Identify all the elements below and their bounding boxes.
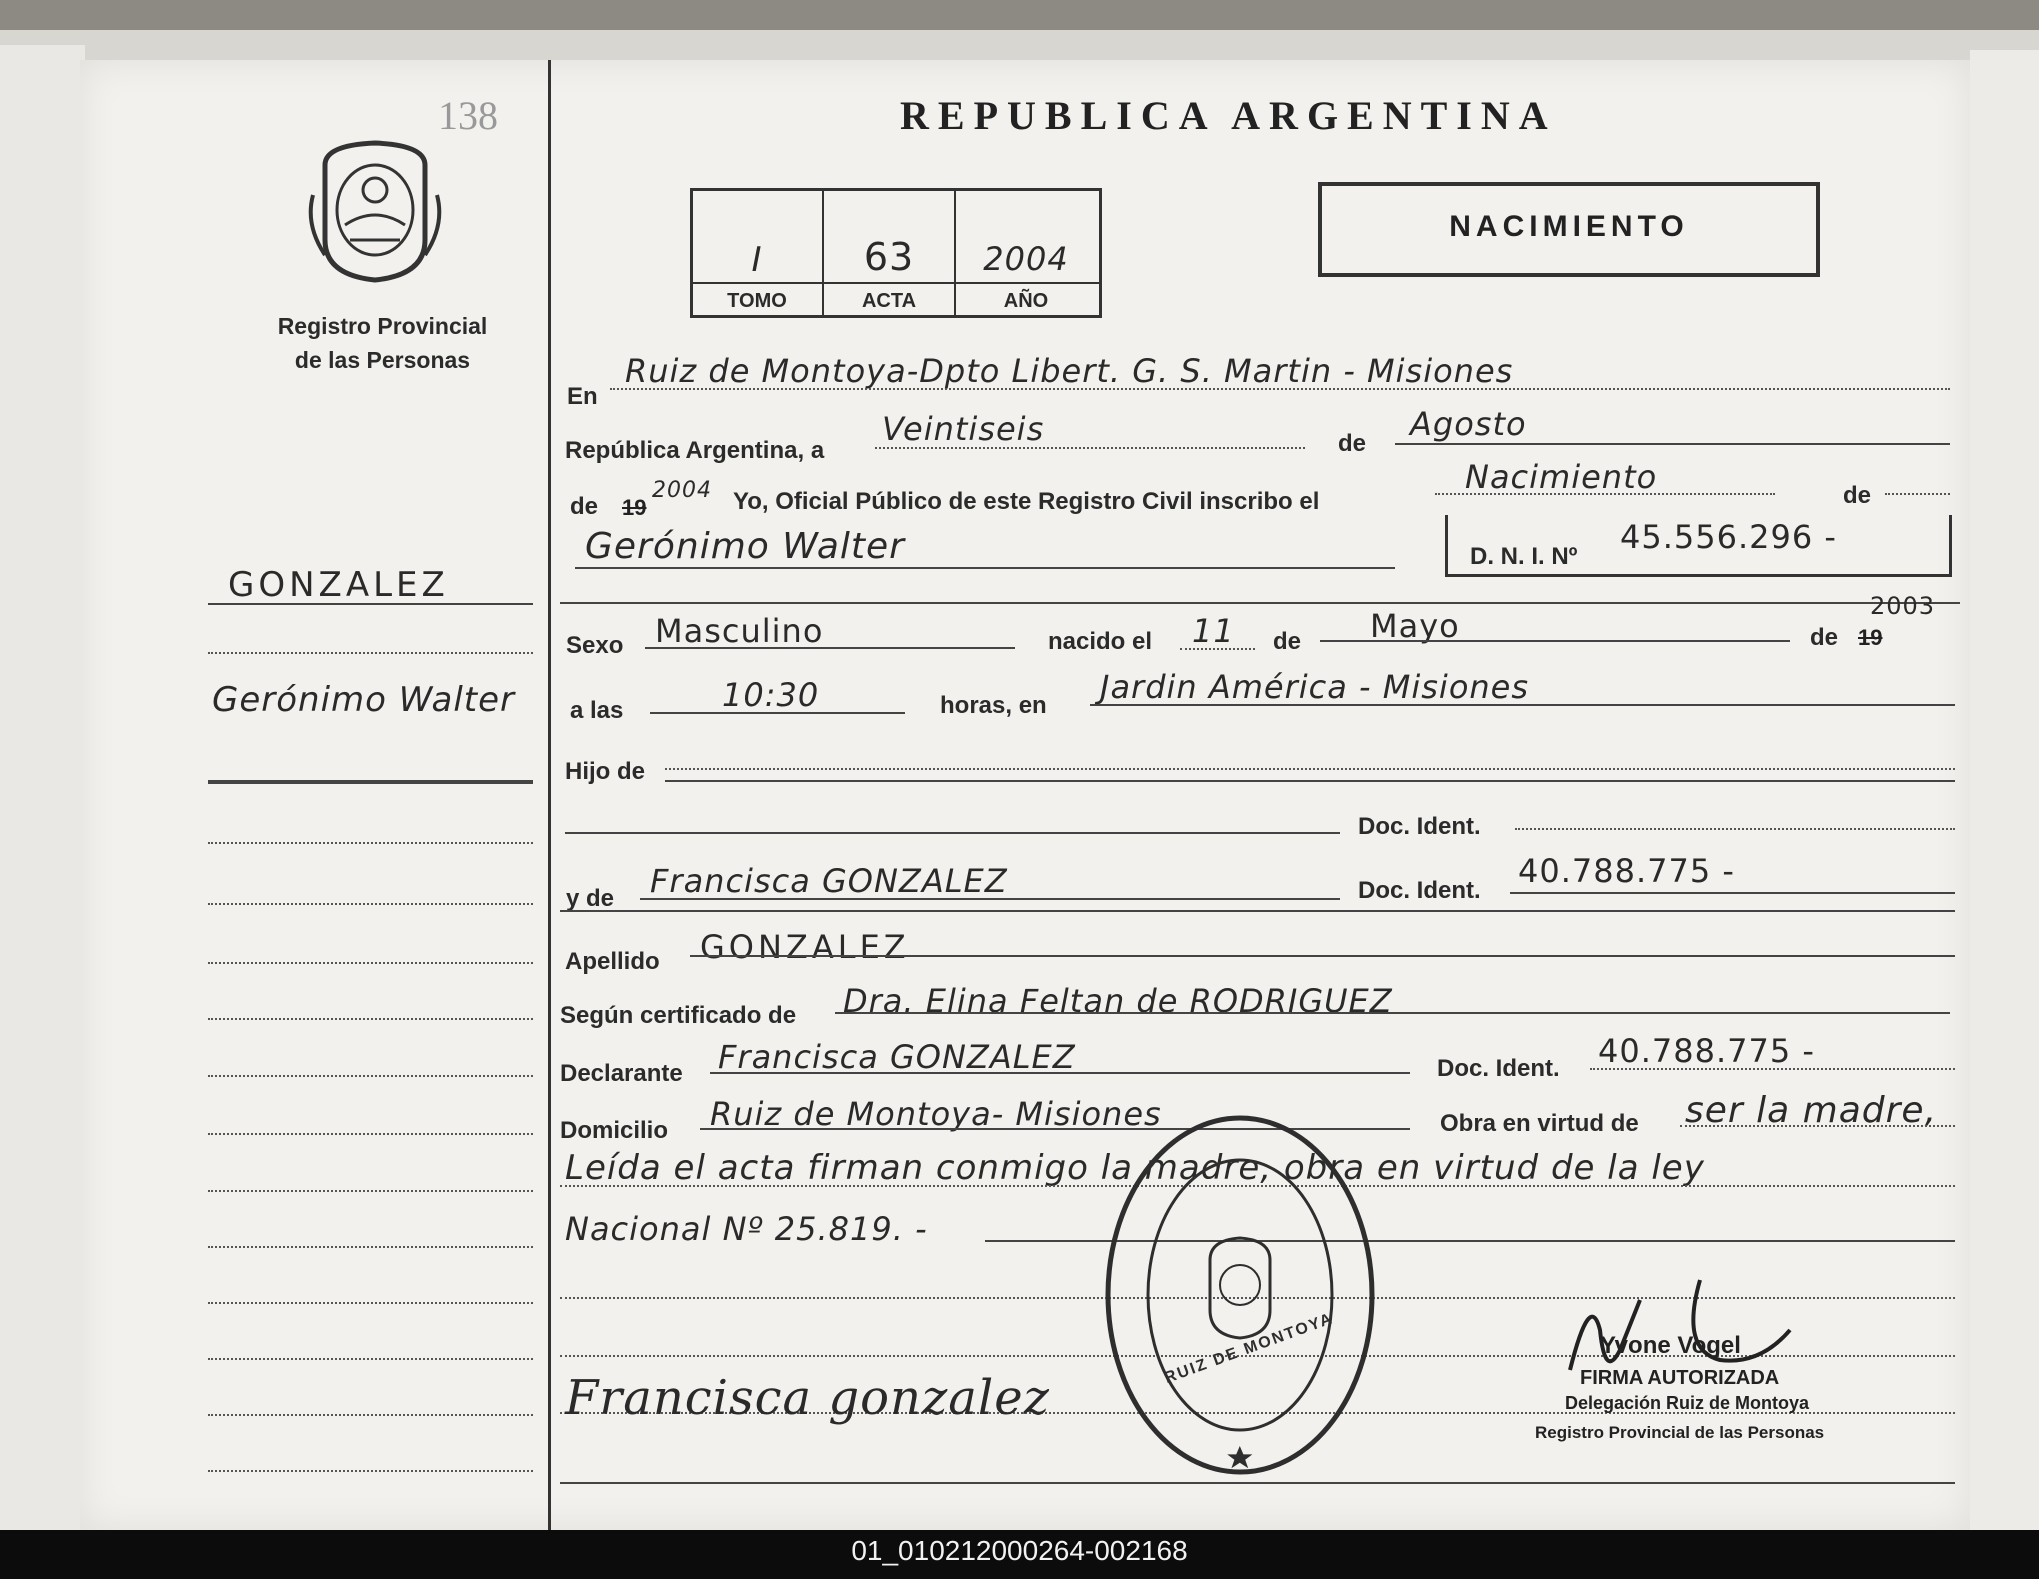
authority-line1: FIRMA AUTORIZADA [1580, 1367, 1780, 1389]
apellido-value: GONZALEZ [700, 928, 910, 966]
hijo-line-1 [665, 768, 1955, 770]
registry-line1: Registro Provincial [277, 313, 488, 339]
apellido-label: Apellido [565, 948, 660, 975]
hijo-line-2 [665, 780, 1955, 782]
de4-printed: 19 [1858, 625, 1883, 650]
yde-label: y de [566, 885, 615, 912]
sexo-value: Masculino [655, 612, 824, 650]
right-page-strip [1970, 50, 2039, 1530]
inscribo-line [1435, 493, 1775, 495]
left-line-14 [208, 1414, 533, 1416]
obra-label: Obra en virtud de [1440, 1110, 1639, 1137]
name-value: Gerónimo Walter [585, 526, 905, 567]
horas-label: horas, en [940, 692, 1047, 719]
rep-de-label: de [1338, 430, 1367, 457]
left-line-15 [208, 1470, 533, 1472]
left-line-11 [208, 1246, 533, 1248]
doc1-label: Doc. Ident. [1358, 813, 1481, 840]
de2-label: de [1843, 482, 1872, 509]
apellido-line [690, 955, 1955, 957]
authority-line2: Delegación Ruiz de Montoya [1565, 1393, 1810, 1413]
certificado-label: Según certificado de [560, 1002, 797, 1029]
sexo-line [645, 647, 1015, 649]
rep-month-line [1395, 443, 1950, 445]
obra-value: ser la madre, [1685, 1090, 1938, 1131]
mother-line [640, 898, 1340, 900]
en-value: Ruiz de Montoya-Dpto Libert. G. S. Martin - Misiones [625, 352, 1514, 390]
doc3-label: Doc. Ident. [1437, 1055, 1560, 1082]
left-line-2 [208, 652, 533, 654]
alas-line [650, 712, 905, 714]
rep-label: República Argentina, a [565, 437, 825, 464]
anio-label: AÑO [1003, 290, 1049, 312]
rep-day: Veintiseis [882, 410, 1045, 448]
nacido-day-line [1180, 648, 1255, 650]
alas-value: 10:30 [722, 676, 820, 714]
nacional-value: Nacional Nº 25.819. - [565, 1210, 928, 1248]
authority-name: Yvone Vogel [1600, 1332, 1741, 1359]
horas-line [1090, 704, 1955, 706]
left-page-strip [0, 45, 85, 1530]
de19-label: de [570, 493, 599, 520]
doc2-value: 40.788.775 - [1518, 852, 1735, 890]
declarante-value: Francisca GONZALEZ [718, 1038, 1076, 1076]
left-line-1 [208, 603, 533, 605]
stamp-inner-text: RUIZ DE MONTOYA [1162, 1310, 1336, 1388]
doc2-line-b [560, 910, 1955, 912]
sexo-label: Sexo [566, 632, 624, 659]
horas-value: Jardin América - Misiones [1100, 668, 1530, 706]
de19-printed: 19 [622, 495, 647, 520]
doc3-line [1590, 1068, 1955, 1070]
left-line-9 [208, 1133, 533, 1135]
anio-value: 2004 [983, 240, 1069, 278]
page-number: 138 [438, 93, 498, 138]
tomo-value: I [751, 240, 763, 280]
left-line-5 [208, 903, 533, 905]
de2-line [1885, 493, 1950, 495]
domicilio-label: Domicilio [560, 1117, 669, 1144]
mother-value: Francisca GONZALEZ [650, 862, 1008, 900]
left-line-10 [208, 1190, 533, 1192]
section-line [560, 602, 1960, 604]
name-line [575, 567, 1395, 569]
official-stamp-icon [1100, 1110, 1380, 1480]
de4-label: de [1810, 624, 1839, 651]
declarante-label: Declarante [560, 1060, 683, 1087]
de3-label: de [1273, 628, 1302, 655]
country-title: REPUBLICA ARGENTINA [900, 93, 1557, 138]
en-label: En [567, 383, 598, 410]
authority-line3: Registro Provincial de las Personas [1535, 1423, 1825, 1442]
nacido-month: Mayo [1370, 607, 1460, 645]
type-label: NACIMIENTO [1449, 210, 1689, 243]
acta-value: 63 [863, 235, 915, 279]
nacido-day: 11 [1192, 612, 1235, 650]
doc2-line [1510, 892, 1955, 894]
rep-month: Agosto [1410, 405, 1527, 443]
stamp-outer-text [1090, 1100, 1390, 1110]
de19-year: 2004 [652, 478, 712, 503]
left-line-6 [208, 962, 533, 964]
inscribo-value: Nacimiento [1465, 458, 1658, 496]
certificado-value: Dra. Elina Feltan de RODRIGUEZ [843, 982, 1393, 1020]
left-names: Gerónimo Walter [212, 680, 516, 720]
certificado-line [835, 1012, 1950, 1014]
nacido-label: nacido el [1048, 628, 1153, 655]
left-line-4 [208, 842, 533, 844]
nacido-year: 2003 [1870, 592, 1936, 620]
doc2-label: Doc. Ident. [1358, 877, 1481, 904]
doc3-value: 40.788.775 - [1598, 1032, 1815, 1070]
coat-of-arms-icon [305, 135, 445, 285]
hijo-line-3 [565, 832, 1340, 834]
domicilio-value: Ruiz de Montoya- Misiones [710, 1095, 1162, 1133]
obra-line [1680, 1125, 1955, 1127]
dni-value: 45.556.296 - [1620, 518, 1837, 556]
tomo-label: TOMO [727, 290, 787, 312]
left-line-7 [208, 1018, 533, 1020]
left-line-12 [208, 1302, 533, 1304]
nacido-month-line [1320, 640, 1790, 642]
dni-label: D. N. I. Nº [1470, 543, 1578, 570]
left-line-8 [208, 1075, 533, 1077]
leida-value: Leída el acta firman conmigo la madre, obra en virtud de la ley [565, 1148, 1705, 1188]
yo-text: Yo, Oficial Público de este Registro Civil inscribo el [733, 488, 1320, 515]
doc1-line [1515, 828, 1955, 830]
signature-left: Francisca gonzalez [565, 1370, 1050, 1426]
acta-label: ACTA [861, 290, 917, 312]
left-surname: GONZALEZ [228, 565, 449, 605]
en-line [610, 388, 1950, 390]
declarante-line [710, 1072, 1410, 1074]
hijo-label: Hijo de [565, 758, 646, 785]
blank-line-4 [560, 1482, 1955, 1484]
left-line-3 [208, 780, 533, 784]
left-line-13 [208, 1358, 533, 1360]
rep-day-line [875, 447, 1305, 449]
image-caption: 01_010212000264-002168 [851, 1535, 1188, 1566]
book-box-hsep [690, 282, 1102, 284]
registry-line2: de las Personas [294, 347, 471, 373]
alas-label: a las [570, 697, 624, 724]
column-divider [548, 60, 551, 1530]
